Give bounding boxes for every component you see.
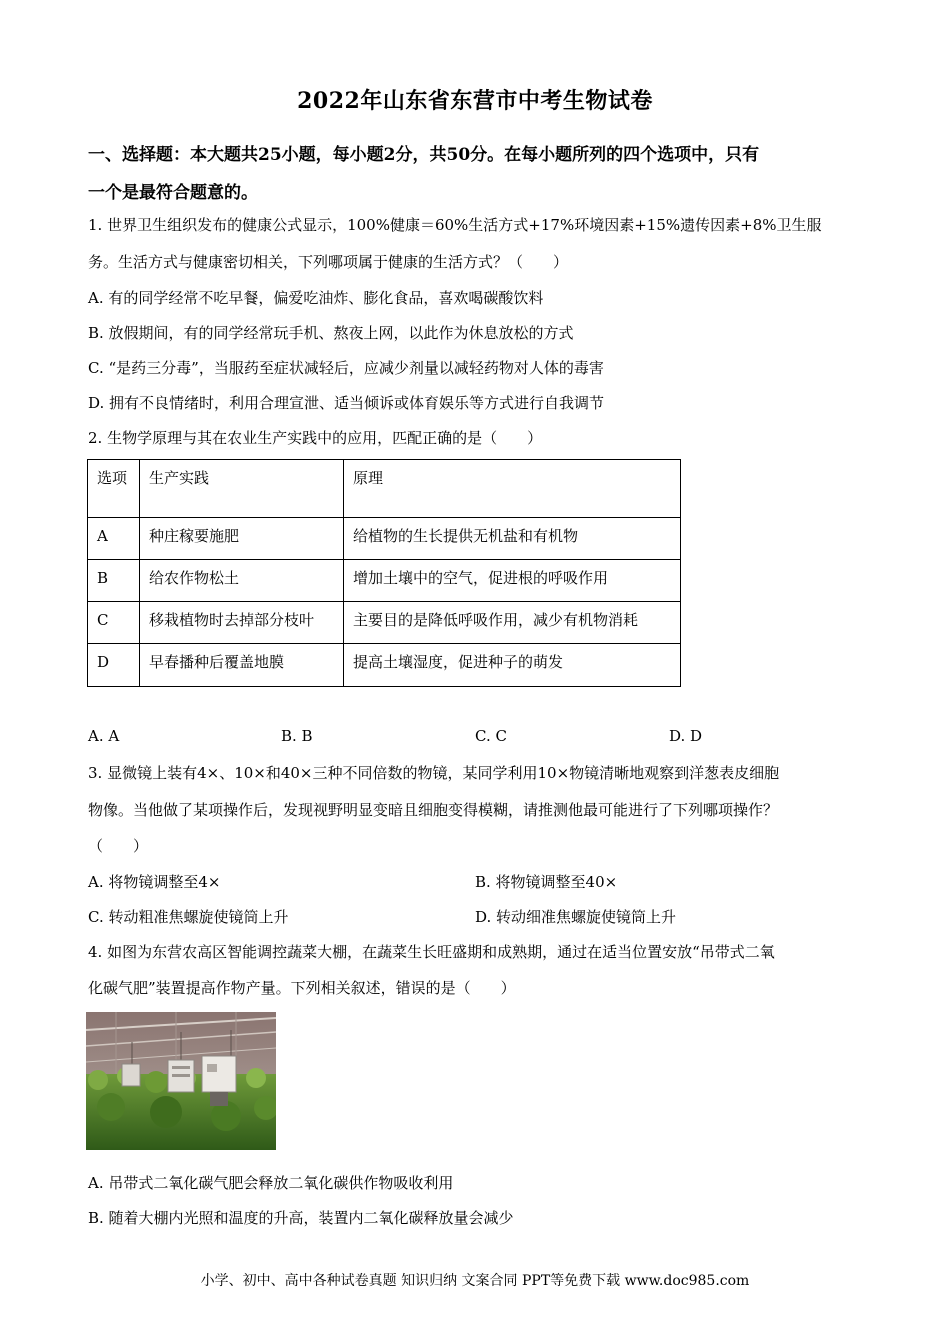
q1-option-b: B. 放假期间，有的同学经常玩手机、熬夜上网，以此作为休息放松的方式 — [88, 324, 574, 342]
table-cell: 给农作物松土 — [140, 560, 344, 602]
table-header-cell: 原理 — [344, 460, 681, 518]
page-footer: 小学、初中、高中各种试卷真题 知识归纳 文案合同 PPT等免费下载 www.doc985.com — [200, 1273, 750, 1289]
q1-option-c: C. “是药三分毒”，当服药至症状减轻后，应减少剂量以减轻药物对人体的毒害 — [88, 359, 604, 377]
q4-stem-line1: 4. 如图为东营农高区智能调控蔬菜大棚，在蔬菜生长旺盛期和成熟期，通过在适当位置安放“吊带式二氧 — [88, 943, 775, 961]
table-cell: 早春播种后覆盖地膜 — [140, 644, 344, 687]
q3-option-a: A. 将物镜调整至4× — [88, 873, 221, 891]
q2-option-d: D. D — [669, 727, 703, 745]
table-cell: 主要目的是降低呼吸作用，减少有机物消耗 — [344, 602, 681, 644]
q4-option-a: A. 吊带式二氧化碳气肥会释放二氧化碳供作物吸收利用 — [88, 1174, 454, 1192]
table-cell: D — [88, 644, 140, 687]
q1-option-d: D. 拥有不良情绪时，利用合理宣泄、适当倾诉或体育娱乐等方式进行自我调节 — [88, 394, 605, 412]
table-header-cell: 选项 — [88, 460, 140, 518]
q3-option-d: D. 转动细准焦螺旋使镜筒上升 — [475, 908, 677, 926]
q3-stem-line2: 物像。当他做了某项操作后，发现视野明显变暗且细胞变得模糊，请推测他最可能进行了下列哪项操作？ — [88, 801, 779, 819]
q1-option-a: A. 有的同学经常不吃早餐，偏爱吃油炸、膨化食品，喜欢喝碳酸饮料 — [88, 289, 544, 307]
table-cell: A — [88, 518, 140, 560]
table-row — [88, 602, 681, 644]
page-title: 2022年山东省东营市中考生物试卷 — [297, 88, 653, 114]
table-header-cell: 生产实践 — [140, 460, 344, 518]
table-header-row — [88, 460, 681, 518]
table-cell: 提高土壤湿度，促进种子的萌发 — [344, 644, 681, 687]
table-cell: 增加土壤中的空气，促进根的呼吸作用 — [344, 560, 681, 602]
table-cell: 种庄稼要施肥 — [140, 518, 344, 560]
q2-option-c: C. C — [475, 727, 507, 745]
q2-option-b: B. B — [281, 727, 313, 745]
q3-stem-line3: （ ） — [88, 837, 149, 855]
table-cell: B — [88, 560, 140, 602]
q3-stem-line1: 3. 显微镜上装有4×、10×和40×三种不同倍数的物镜，某同学利用10×物镜清晰地观察到洋葱表皮细胞 — [88, 764, 780, 782]
table-row — [88, 644, 681, 687]
q2-table — [87, 459, 681, 687]
table-cell: 给植物的生长提供无机盐和有机物 — [344, 518, 681, 560]
table-cell: 移栽植物时去掉部分枝叶 — [140, 602, 344, 644]
q3-option-c: C. 转动粗准焦螺旋使镜筒上升 — [88, 908, 289, 926]
section-heading-line1: 一、选择题：本大题共25小题，每小题2分，共50分。在每小题所列的四个选项中，只有 — [88, 145, 760, 165]
q4-option-b: B. 随着大棚内光照和温度的升高，装置内二氧化碳释放量会减少 — [88, 1209, 514, 1227]
q1-stem-line2: 务。生活方式与健康密切相关，下列哪项属于健康的生活方式？（ ） — [88, 253, 569, 271]
table-row — [88, 518, 681, 560]
table-cell: C — [88, 602, 140, 644]
q4-stem-line2: 化碳气肥”装置提高作物产量。下列相关叙述，错误的是（ ） — [88, 979, 516, 997]
q2-stem: 2. 生物学原理与其在农业生产实践中的应用，匹配正确的是（ ） — [88, 429, 543, 447]
q2-option-a: A. A — [88, 727, 120, 745]
q3-option-b: B. 将物镜调整至40× — [475, 873, 618, 891]
q1-stem-line1: 1. 世界卫生组织发布的健康公式显示，100%健康＝60%生活方式+17%环境因素+15%遗传因素+8%卫生服 — [88, 216, 822, 234]
section-heading-line2: 一个是最符合题意的。 — [88, 183, 258, 203]
table-row — [88, 560, 681, 602]
greenhouse-photo — [86, 1012, 276, 1150]
